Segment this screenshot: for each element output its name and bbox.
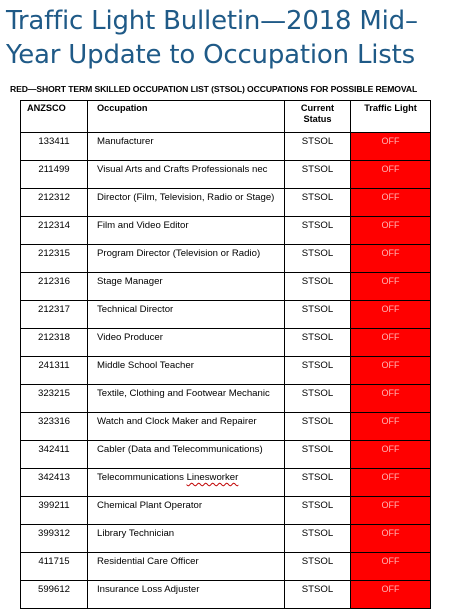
table-row — [21, 413, 431, 441]
current-status: STSOL — [285, 581, 351, 609]
header-current-status: Current Status — [285, 101, 351, 133]
table-header-row — [21, 101, 431, 133]
traffic-light-cell: OFF — [351, 441, 431, 469]
anzsco-code: 212314 — [21, 217, 88, 245]
spellcheck-underline: Linesworker — [186, 472, 239, 483]
anzsco-code: 241311 — [21, 357, 88, 385]
current-status: STSOL — [285, 357, 351, 385]
current-status: STSOL — [285, 413, 351, 441]
occupation-name: Video Producer — [88, 329, 285, 357]
anzsco-code: 399312 — [21, 525, 88, 553]
current-status: STSOL — [285, 301, 351, 329]
current-status: STSOL — [285, 385, 351, 413]
header-anzsco: ANZSCO — [21, 101, 88, 133]
current-status: STSOL — [285, 329, 351, 357]
traffic-light-cell: OFF — [351, 133, 431, 161]
occupation-name: Middle School Teacher — [88, 357, 285, 385]
traffic-light-cell: OFF — [351, 385, 431, 413]
table-row — [21, 553, 431, 581]
anzsco-code: 411715 — [21, 553, 88, 581]
current-status: STSOL — [285, 245, 351, 273]
current-status: STSOL — [285, 189, 351, 217]
traffic-light-cell: OFF — [351, 581, 431, 609]
anzsco-code: 342411 — [21, 441, 88, 469]
table-row — [21, 497, 431, 525]
header-occupation: Occupation — [88, 101, 285, 133]
current-status: STSOL — [285, 469, 351, 497]
anzsco-code: 399211 — [21, 497, 88, 525]
header-traffic-light: Traffic Light — [351, 101, 431, 133]
current-status: STSOL — [285, 497, 351, 525]
traffic-light-cell: OFF — [351, 273, 431, 301]
current-status: STSOL — [285, 553, 351, 581]
anzsco-code: 342413 — [21, 469, 88, 497]
page-title: Traffic Light Bulletin—2018 Mid–Year Update to Occupation Lists — [6, 6, 418, 70]
occupation-name: Manufacturer — [88, 133, 285, 161]
occupation-name — [88, 469, 285, 497]
table-row — [21, 217, 431, 245]
traffic-light-cell: OFF — [351, 301, 431, 329]
anzsco-code: 211499 — [21, 161, 88, 189]
anzsco-code: 323215 — [21, 385, 88, 413]
table-row — [21, 525, 431, 553]
table-row — [21, 581, 431, 609]
occupation-name: Director (Film, Television, Radio or Stage) — [88, 189, 285, 217]
occupation-table — [20, 100, 431, 609]
occupation-name: Insurance Loss Adjuster — [88, 581, 285, 609]
occupation-name: Visual Arts and Crafts Professionals nec — [88, 161, 285, 189]
current-status: STSOL — [285, 441, 351, 469]
traffic-light-cell: OFF — [351, 357, 431, 385]
table-row — [21, 357, 431, 385]
anzsco-code: 133411 — [21, 133, 88, 161]
traffic-light-cell: OFF — [351, 329, 431, 357]
current-status: STSOL — [285, 273, 351, 301]
occupation-name-text: Telecommunications Linesworker — [97, 472, 239, 483]
occupation-name: Watch and Clock Maker and Repairer — [88, 413, 285, 441]
occupation-name: Cabler (Data and Telecommunications) — [88, 441, 285, 469]
traffic-light-cell: OFF — [351, 161, 431, 189]
occupation-name: Film and Video Editor — [88, 217, 285, 245]
table-row — [21, 329, 431, 357]
table-body — [21, 133, 431, 609]
table-row — [21, 161, 431, 189]
table-row — [21, 469, 431, 497]
traffic-light-cell: OFF — [351, 217, 431, 245]
current-status: STSOL — [285, 217, 351, 245]
traffic-light-cell: OFF — [351, 525, 431, 553]
section-subheading: RED—SHORT TERM SKILLED OCCUPATION LIST (STSOL) OCCUPATIONS FOR POSSIBLE REMOVAL — [10, 84, 418, 94]
anzsco-code: 212315 — [21, 245, 88, 273]
table-row — [21, 245, 431, 273]
table-row — [21, 189, 431, 217]
current-status: STSOL — [285, 525, 351, 553]
anzsco-code: 212318 — [21, 329, 88, 357]
anzsco-code: 212317 — [21, 301, 88, 329]
current-status: STSOL — [285, 133, 351, 161]
traffic-light-cell: OFF — [351, 469, 431, 497]
occupation-name: Program Director (Television or Radio) — [88, 245, 285, 273]
traffic-light-cell: OFF — [351, 497, 431, 525]
anzsco-code: 212312 — [21, 189, 88, 217]
traffic-light-cell: OFF — [351, 245, 431, 273]
anzsco-code: 323316 — [21, 413, 88, 441]
anzsco-code: 212316 — [21, 273, 88, 301]
table-row — [21, 301, 431, 329]
traffic-light-cell: OFF — [351, 189, 431, 217]
traffic-light-cell: OFF — [351, 413, 431, 441]
occupation-name: Stage Manager — [88, 273, 285, 301]
current-status: STSOL — [285, 161, 351, 189]
occupation-name: Technical Director — [88, 301, 285, 329]
occupation-name: Library Technician — [88, 525, 285, 553]
occupation-name: Residential Care Officer — [88, 553, 285, 581]
table-row — [21, 133, 431, 161]
table-row — [21, 385, 431, 413]
anzsco-code: 599612 — [21, 581, 88, 609]
traffic-light-cell: OFF — [351, 553, 431, 581]
table-row — [21, 441, 431, 469]
occupation-name: Textile, Clothing and Footwear Mechanic — [88, 385, 285, 413]
occupation-name: Chemical Plant Operator — [88, 497, 285, 525]
table-row — [21, 273, 431, 301]
